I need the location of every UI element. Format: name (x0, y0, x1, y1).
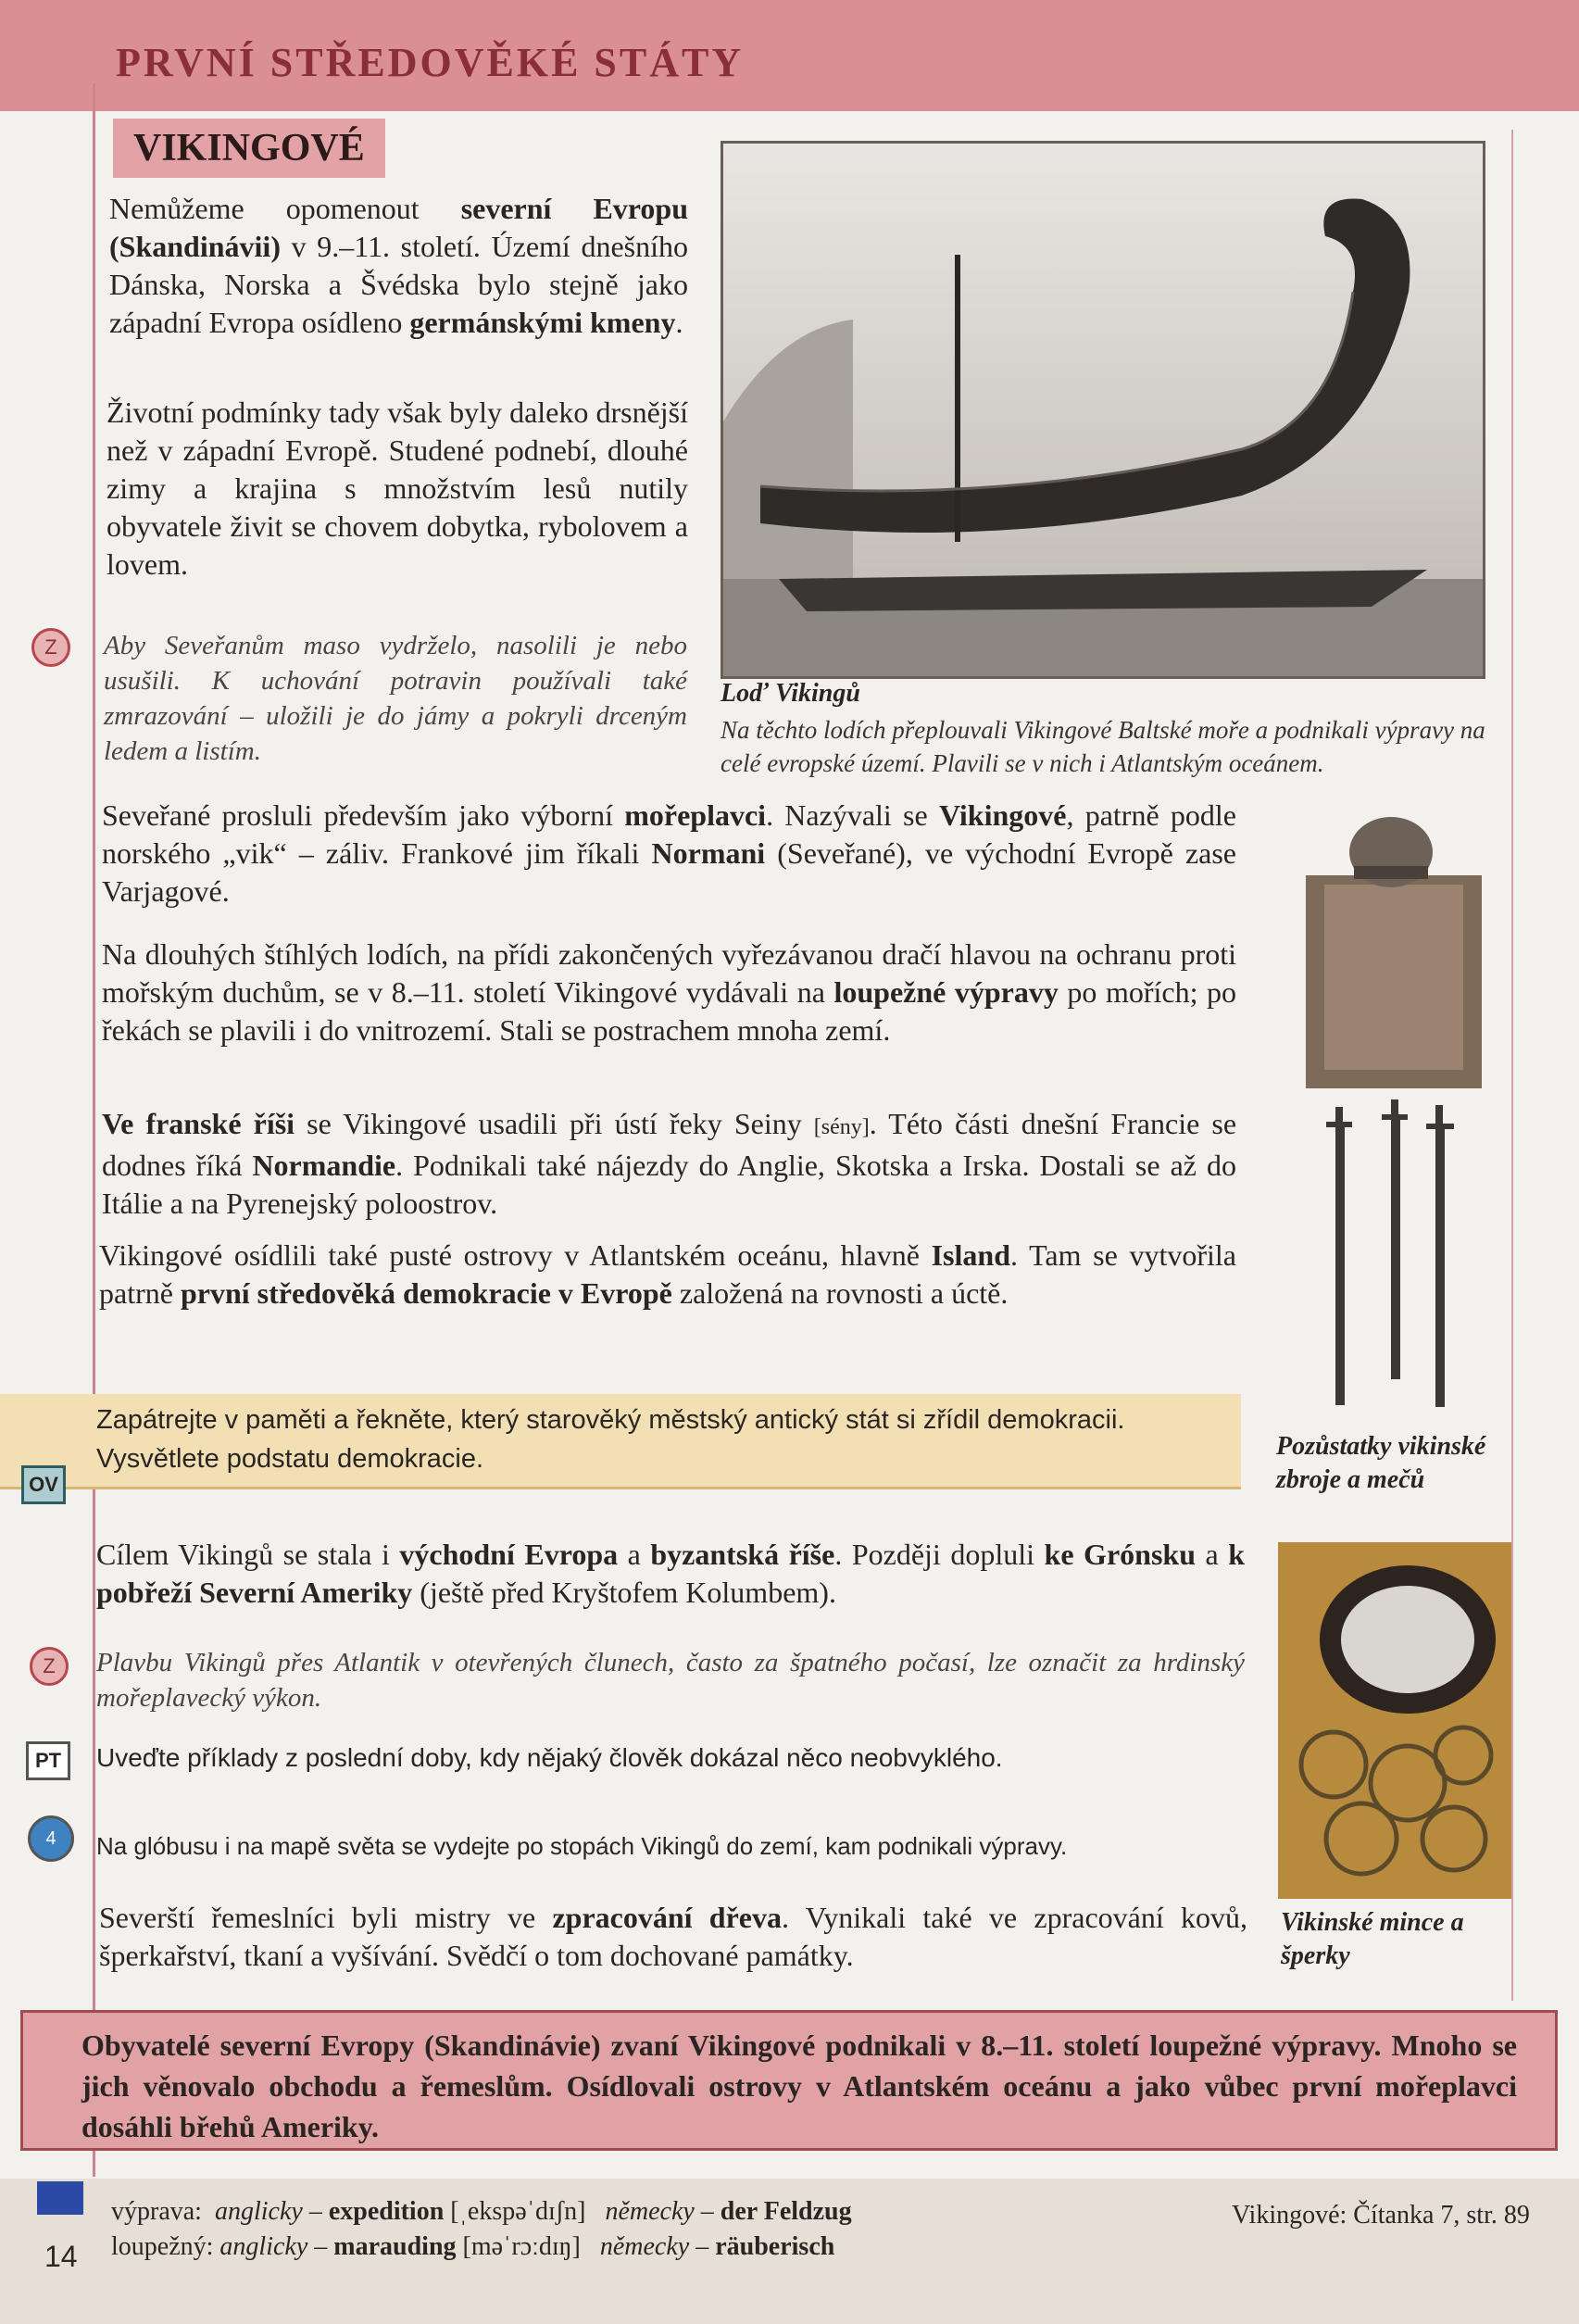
note-atlantic-voyage: Plavbu Vikingů přes Atlantik v otevřených člunech, často za špatného počasí, lze označit za hrdinský mořeplavecký výkon. (96, 1648, 1245, 1713)
summary-text: Obyvatelé severní Evropy (Skandinávie) zvaní Vikingové podnikali v 8.–11. století loupežné výpravy. Mnoho se jich věnovalo obchodu a řemeslům. Osídlovali ostrovy v Atlantském oceánu a jako vůbec první mořeplavci dosáhli břehů Ameriky. (81, 2029, 1517, 2143)
marker-pt-badge: PT (26, 1741, 70, 1780)
glossary-line-1: výprava: anglicky – expedition [ˌekspəˈdɪʃn] německy – der Feldzug (111, 2197, 852, 2226)
globe-icon: 4 (28, 1815, 74, 1862)
coins-caption: Vikinské mince a šperky (1281, 1908, 1464, 1970)
task-pt-text: Uveďte příklady z poslední doby, kdy nějaký člověk dokázal něco neobvyklého. (96, 1743, 1003, 1772)
paragraph-seafarers: Seveřané prosluli především jako výborní mořeplavci. Nazývali se Vikingové, patrně podle norského „vik“ – záliv. Frankové jim říkali Normani (Seveřané), ve východní Evropě zase Varjagové. (102, 798, 1237, 908)
reader-cross-reference[interactable]: Vikingové: Čítanka 7, str. 89 (1232, 2201, 1530, 2230)
marker-z-icon: Z (31, 628, 70, 667)
eu-flag-icon (37, 2181, 83, 2215)
viking-ship-photo (721, 141, 1485, 679)
glossary-line-2: loupežný: anglicky – marauding [məˈrɔːdɪŋ] německy – räuberisch (111, 2232, 835, 2261)
viking-ship-icon (723, 144, 1483, 676)
right-margin-rule (1511, 130, 1513, 2001)
marker-z-icon: Z (30, 1647, 69, 1686)
paragraph-crafts: Severští řemeslníci byli mistry ve zpracování dřeva. Vynikali také ve zpracování kovů, šperkařství, tkaní a vyšívání. Svědčí o tom dochované památky. (99, 1901, 1248, 1972)
section-title: VIKINGOVÉ (113, 119, 385, 178)
paragraph-intro-1: Nemůžeme opomenout severní Evropu (Skandinávii) v 9.–11. století. Území dnešního Dánska, Norska a Švédska bylo stejně jako západní Evropa osídleno germánskými kmeny. (109, 192, 688, 339)
paragraph-normandy: Ve franské říši se Vikingové usadili při ústí řeky Seiny [sény]. Této části dnešní Francie se dodnes říká Normandie. Podnikali také nájezdy do Anglie, Skotska a Irska. Dostali se až do Itálie a na Pyrenejský poloostrov. (102, 1107, 1237, 1220)
paragraph-iceland: Vikingové osídlili také pusté ostrovy v Atlantském oceánu, hlavně Island. Tam se vytvořila patrně první středověká demokracie v Evropě založená na rovnosti a úctě. (99, 1238, 1237, 1310)
paragraph-east: Cílem Vikingů se stala i východní Evropa a byzantská říše. Později dopluli ke Grónsku a k pobřeží Severní Ameriky (ještě před Kryštofem Kolumbem). (96, 1538, 1246, 1609)
marker-ov-badge: OV (21, 1465, 66, 1504)
ship-caption-title: Loď Vikingů (721, 679, 860, 708)
left-margin-rule (93, 83, 95, 2177)
note-food-storage: Aby Seveřanům maso vydrželo, nasolili je nebo usušili. K uchování potravin používali také zmrazování – uložili je do jámy a pokryli drceným ledem a listím. (104, 631, 687, 766)
chapter-title: PRVNÍ STŘEDOVĚKÉ STÁTY (116, 40, 745, 85)
task-ov-text: Zapátrejte v paměti a řekněte, který starověký městský antický stát si zřídil demokracii. Vysvětlete podstatu demokracie. (96, 1405, 1125, 1474)
viking-coins-jewelry-icon (1278, 1542, 1511, 1899)
ship-caption-text: Na těchto lodích přeplouvali Vikingové Baltské moře a podnikali výpravy na celé evropské území. Plavili se v nich i Atlantským oceánem. (721, 716, 1485, 777)
viking-armor-swords-icon (1287, 810, 1500, 1422)
armor-caption: Pozůstatky vikinské zbroje a mečů (1276, 1432, 1486, 1494)
paragraph-intro-2: Životní podmínky tady však byly daleko drsnější než v západní Evropě. Studené podnebí, dlouhé zimy a krajina s množstvím lesů nutily obyvatele živit se chovem dobytka, rybolovem a lovem. (107, 396, 688, 581)
paragraph-raids: Na dlouhých štíhlých lodích, na přídi zakončených vyřezávanou dračí hlavou na ochranu proti mořským duchům, se v 8.–11. století Vikingové vydávali na loupežné výpravy po mořích; po řekách se plavili i do vnitrozemí. Stali se postrachem mnoha zemí. (102, 937, 1237, 1047)
page-number: 14 (44, 2240, 78, 2273)
task-globe-text: Na glóbusu i na mapě světa se vydejte po stopách Vikingů do zemí, kam podnikali výpravy. (96, 1832, 1068, 1860)
